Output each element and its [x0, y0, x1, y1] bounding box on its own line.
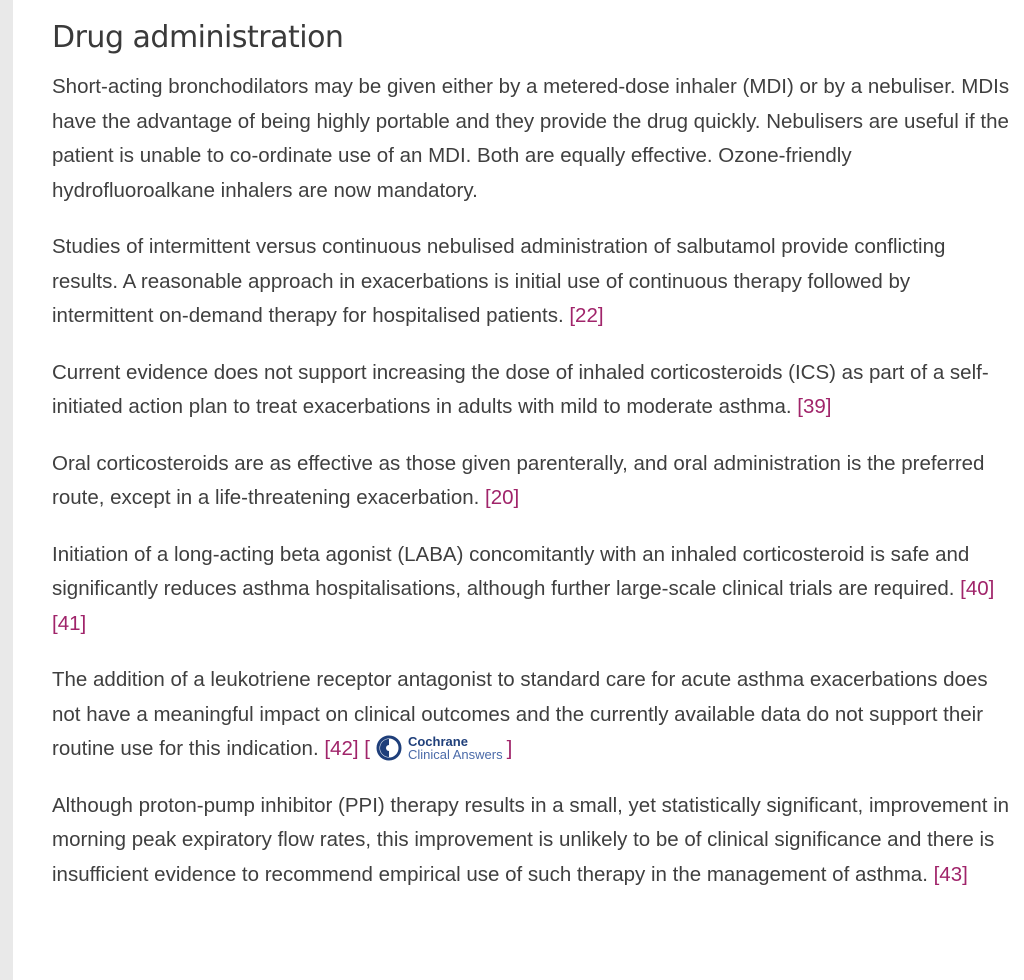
paragraph-text: Studies of intermittent versus continuous nebulised administration of salbutamol provide conflicting results. A reasonable approach in exacerbations is initial use of continuous therapy followed by intermittent on-demand therapy for hospitalised patients.	[52, 235, 946, 327]
cochrane-name: Cochrane	[407, 734, 468, 749]
section-title: Drug administration	[52, 20, 344, 55]
left-border	[0, 0, 13, 980]
paragraph-3	[52, 356, 1012, 425]
paragraph-text: Short-acting bronchodilators may be given either by a metered-dose inhaler (MDI) or by a nebuliser. MDIs have the advantage of being highly portable and they provide the drug quickly. Nebulisers are useful if the patient is unable to co-ordinate use of an MDI. Both are equally effective. Ozone-friendly hydrofluoroalkane inhalers are now mandatory.	[52, 75, 1010, 202]
paragraph-7	[52, 789, 1012, 893]
paragraph-5	[52, 538, 1012, 642]
cochrane-clinical-answers-link[interactable]	[376, 735, 503, 761]
paragraph-text: Initiation of a long-acting beta agonist (LABA) concomitantly with an inhaled corticosteroid is safe and significantly reduces asthma hospitalisations, although further large-scale clinical trials are required.	[52, 542, 970, 600]
paragraph-text: Current evidence does not support increasing the dose of inhaled corticosteroids (ICS) as part of a self-initiated action plan to treat exacerbations in adults with mild to moderate asthma.	[52, 360, 989, 418]
cochrane-logo-icon	[376, 735, 402, 761]
cochrane-subtitle: Clinical Answers	[407, 747, 503, 762]
paragraph-text: Although proton-pump inhibitor (PPI) therapy results in a small, yet statistically significant, improvement in morning peak expiratory flow rates, this improvement is unlikely to be of clinical significance and there is insufficient evidence to recommend empirical use of such therapy in the management of asthma.	[52, 793, 1010, 886]
paragraph-6	[52, 663, 1012, 767]
article-section	[52, 0, 1012, 914]
paragraph-text: Oral corticosteroids are as effective as those given parenterally, and oral administration is the preferred route, except in a life-threatening exacerbation.	[52, 451, 985, 509]
reference-link-42[interactable]: [42]	[324, 737, 359, 760]
cochrane-label	[408, 735, 503, 761]
reference-link-20[interactable]: [20]	[485, 486, 520, 509]
paragraph-1	[52, 70, 1012, 208]
cochrane-open-bracket: [	[364, 737, 370, 760]
reference-link-43[interactable]: [43]	[933, 862, 968, 886]
paragraph-4	[52, 447, 1012, 516]
cochrane-close-bracket: ]	[506, 737, 513, 760]
reference-link-41[interactable]: [41]	[52, 611, 87, 635]
reference-link-22[interactable]: [22]	[569, 304, 604, 327]
paragraph-2	[52, 230, 1012, 334]
paragraph-text: The addition of a leukotriene receptor antagonist to standard care for acute asthma exacerbations does not have a meaningful impact on clinical outcomes and the currently available data do not support their routine use for this indication.	[52, 668, 988, 760]
reference-link-39[interactable]: [39]	[797, 395, 832, 418]
reference-link-40[interactable]: [40]	[960, 577, 995, 600]
